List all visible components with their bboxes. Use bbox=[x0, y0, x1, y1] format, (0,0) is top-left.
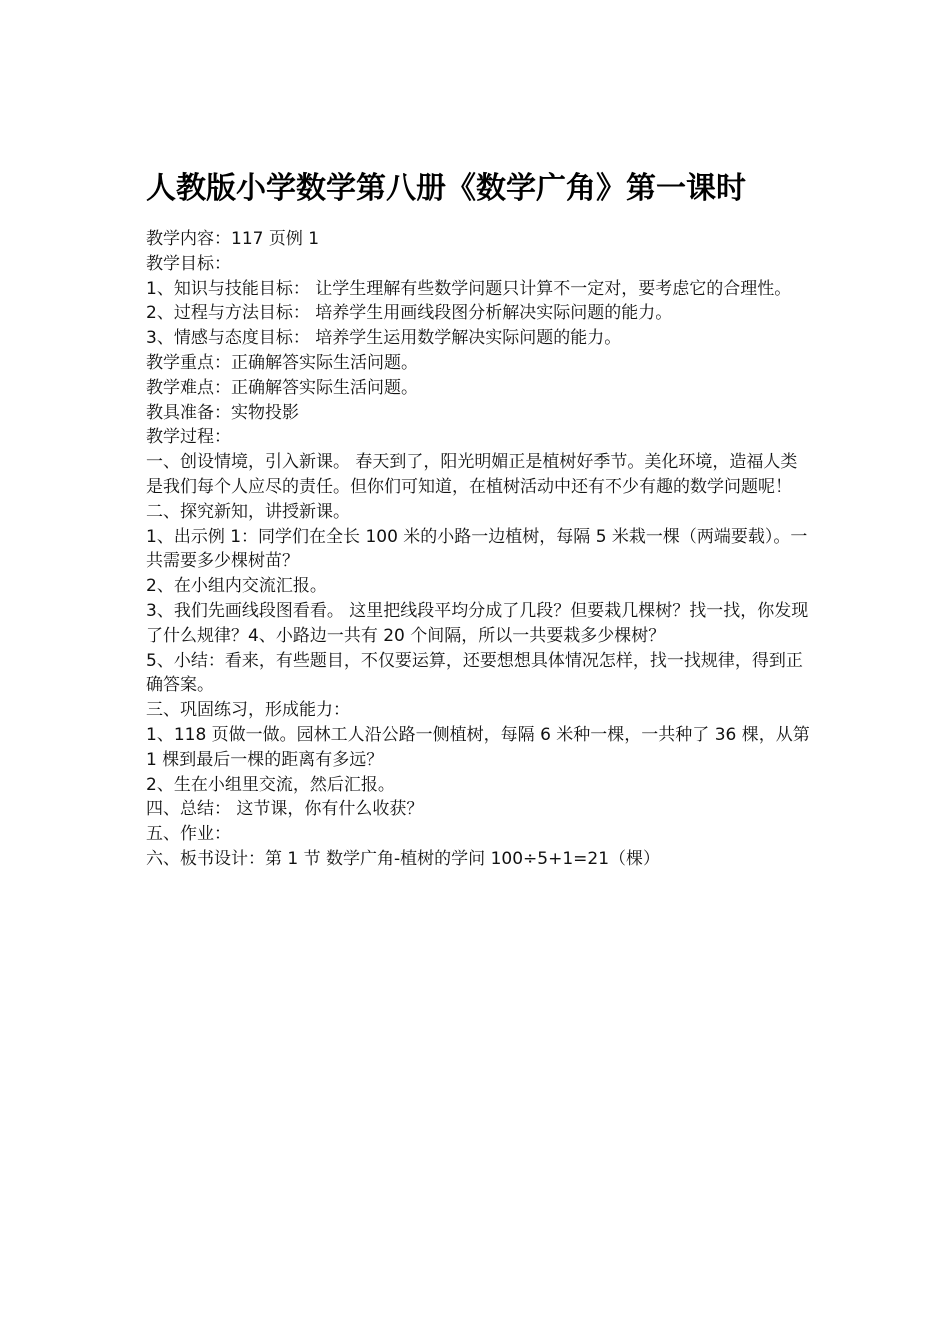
section-one-intro: 一、创设情境，引入新课。 春天到了，阳光明媚正是植树好季节。美化环境，造福人类是我们每个人应尽的责任。但你们可知道，在植树活动中还有不少有趣的数学问题呢！ bbox=[146, 452, 798, 497]
teaching-aids: 教具准备：实物投影 bbox=[146, 402, 299, 423]
goal-emotion-attitude: 3、情感与态度目标： 培养学生运用数学解决实际问题的能力。 bbox=[146, 328, 622, 349]
section-five-homework: 五、作业： bbox=[146, 824, 231, 845]
summary-step: 5、小结：看来，有些题目，不仅要运算，还要想想具体情况怎样，找一找规律，得到正确答案。 bbox=[146, 650, 803, 696]
practice-one: 1、118 页做一做。园林工人沿公路一侧植树，每隔 6 米种一棵，一共种了 36 棵，从第 1 棵到最后一棵的距离有多远？ bbox=[146, 724, 810, 770]
practice-two: 2、生在小组里交流，然后汇报。 bbox=[146, 774, 395, 795]
group-report-step: 2、在小组内交流汇报。 bbox=[146, 576, 327, 597]
teaching-content-line: 教学内容：117 页例 1 bbox=[146, 229, 320, 249]
teaching-process-heading: 教学过程： bbox=[146, 427, 231, 448]
section-four-summary: 四、总结： 这节课，你有什么收获？ bbox=[146, 799, 424, 820]
section-six-board-design: 六、板书设计：第 1 节 数学广角-植树的学问 100÷5+1=21（棵） bbox=[146, 848, 661, 869]
line-diagram-step: 3、我们先画线段图看看。 这里把线段平均分成了几段？但要栽几棵树？找一找，你发现了什么规律？4、小路边一共有 20 个间隔，所以一共要栽多少棵树？ bbox=[146, 600, 809, 646]
teaching-key-point: 教学重点：正确解答实际生活问题。 bbox=[146, 352, 418, 373]
teaching-difficulty: 教学难点：正确解答实际生活问题。 bbox=[146, 377, 418, 398]
teaching-goals-heading: 教学目标： bbox=[146, 253, 231, 274]
document-body bbox=[146, 227, 826, 872]
example-one: 1、出示例 1：同学们在全长 100 米的小路一边植树，每隔 5 米栽一棵（两端要载）。一共需要多少棵树苗？ bbox=[146, 526, 808, 572]
document-title: 人教版小学数学第八册《数学广角》第一课时 bbox=[146, 171, 746, 206]
goal-knowledge-skills: 1、知识与技能目标： 让学生理解有些数学问题只计算不一定对，要考虑它的合理性。 bbox=[146, 278, 792, 299]
goal-process-methods: 2、过程与方法目标： 培养学生用画线段图分析解决实际问题的能力。 bbox=[146, 303, 673, 324]
section-two-heading: 二、探究新知，讲授新课。 bbox=[146, 501, 350, 522]
section-three-heading: 三、巩固练习，形成能力： bbox=[146, 700, 350, 721]
